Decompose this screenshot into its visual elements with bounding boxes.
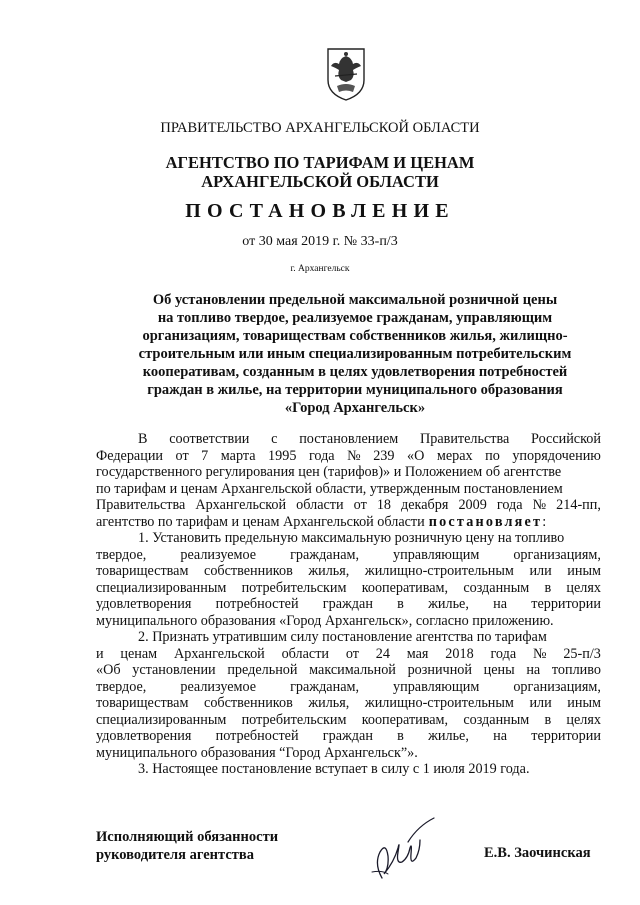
body-word: 2. Признать утратившим силу постановление агентства по тарифам xyxy=(138,629,547,645)
body-line xyxy=(96,547,601,564)
heading-line: организациям, товариществам собственников жилья, жилищно- xyxy=(142,328,568,344)
heading-line: Об установлении предельной максимальной розничной цены xyxy=(152,292,558,308)
body-word: гражданам, xyxy=(290,546,360,563)
body-word: жилье, xyxy=(428,596,469,612)
body-line xyxy=(96,745,601,762)
body-word: 24 xyxy=(375,645,390,662)
document-body xyxy=(96,431,601,778)
body-word: товариществам xyxy=(96,695,189,711)
body-line xyxy=(96,728,601,745)
body-word: потребительским xyxy=(241,711,347,728)
body-word: топливо xyxy=(551,662,601,678)
body-word: мерах xyxy=(436,447,473,464)
signatory-name: Е.В. Заочинская xyxy=(484,845,591,861)
body-word: жилья, xyxy=(308,695,350,711)
body-word: Архангельской xyxy=(173,645,265,662)
body-word: кооперативам, xyxy=(361,579,449,596)
body-word: 18 xyxy=(376,497,391,513)
heading-line: на топливо твердое, реализуемое гражданам, управляющим xyxy=(157,310,553,326)
body-word: мая xyxy=(406,645,429,662)
body-word: потребностей xyxy=(215,596,299,612)
body-word: максимальной xyxy=(309,662,396,678)
body-word: реализуемое xyxy=(180,678,257,695)
body-word: собственников xyxy=(204,695,293,711)
body-text: 3. Настоящее постановление вступает в силу с 1 июля 2019 года. xyxy=(138,761,530,777)
body-word: по xyxy=(485,447,500,464)
body-word: 1. Установить предельную максимальную розничную цену на топливо xyxy=(138,530,565,546)
document-type: ПОСТАНОВЛЕНИЕ xyxy=(185,200,455,222)
body-word: Российской xyxy=(531,431,601,447)
body-word: удовлетворения xyxy=(96,596,192,612)
city: г. Архангельск xyxy=(290,264,350,274)
body-line xyxy=(96,431,601,448)
body-word: управляющим xyxy=(393,546,480,563)
agency-name xyxy=(0,153,640,191)
body-word: по тарифам и ценам Архангельской области, утвержденным постановлением xyxy=(96,480,563,497)
body-word: на xyxy=(493,728,508,744)
body-text: агентство по тарифам и ценам Архангельской области xyxy=(96,513,425,530)
body-word: жилищно-строительным xyxy=(364,563,514,579)
body-word: от xyxy=(175,447,189,464)
body-word: № xyxy=(347,447,361,464)
body-word: собственников xyxy=(204,563,293,579)
body-word: жилья, xyxy=(308,563,350,579)
body-word: целях xyxy=(566,579,601,596)
body-word: 2018 xyxy=(445,645,474,662)
body-word: территории xyxy=(531,728,601,744)
heading-line: строительным или иным специализированным потребительским xyxy=(138,346,572,362)
body-word: гражданам, xyxy=(290,678,360,695)
body-word: от xyxy=(345,645,359,662)
body-word: упорядочению xyxy=(512,447,601,464)
body-line xyxy=(96,629,601,646)
body-line xyxy=(96,679,601,696)
body-line xyxy=(96,712,601,729)
body-text: муниципального образования «Город Архангельск», согласно приложению. xyxy=(96,612,554,629)
body-line xyxy=(96,580,601,597)
body-word: потребностей xyxy=(215,728,299,744)
position-line: руководителя агентства xyxy=(96,847,254,863)
body-word: с xyxy=(271,431,278,447)
body-word: в xyxy=(397,728,404,744)
body-word: соответствии xyxy=(169,431,250,447)
body-word: 7 xyxy=(201,447,209,464)
body-word: года xyxy=(496,497,523,513)
resolution-heading xyxy=(100,291,610,417)
body-word: Архангельской xyxy=(195,497,287,513)
resolves-word: постановляет xyxy=(428,513,543,530)
body-word: жилищно-строительным xyxy=(364,695,514,711)
body-word: 1995 xyxy=(268,447,297,464)
body-word: № xyxy=(532,645,547,662)
body-line xyxy=(96,563,601,580)
body-word: удовлетворения xyxy=(96,728,192,744)
body-word: 239 xyxy=(373,447,395,464)
body-line xyxy=(96,613,601,630)
body-word: № xyxy=(532,497,547,513)
body-word: области xyxy=(281,645,330,662)
heading-line: кооперативам, созданным в целях удовлетворения потребностей xyxy=(142,364,568,380)
body-line xyxy=(96,662,601,679)
body-line xyxy=(96,448,601,465)
body-word: иным xyxy=(567,563,601,579)
body-word: ценам xyxy=(120,645,158,662)
body-line xyxy=(96,695,601,712)
body-word: специализированным xyxy=(96,711,227,728)
body-word: области xyxy=(296,497,344,513)
body-line xyxy=(96,464,601,481)
body-word: «О xyxy=(406,447,425,464)
item-1-paragraph xyxy=(96,530,601,613)
body-line xyxy=(96,530,601,547)
body-line xyxy=(96,481,601,498)
body-word: иным xyxy=(567,695,601,711)
body-word: созданным xyxy=(463,711,530,728)
position-line: Исполняющий обязанности xyxy=(96,829,279,845)
body-word: в xyxy=(544,711,552,728)
heading-line: «Город Архангельск» xyxy=(284,400,426,416)
body-text: : xyxy=(542,513,547,530)
body-word: В xyxy=(138,431,148,447)
body-word: в xyxy=(544,579,552,596)
body-line xyxy=(96,497,601,514)
body-word: «Об xyxy=(96,662,121,678)
body-word: розничной xyxy=(407,662,472,678)
body-word: потребительским xyxy=(241,579,347,596)
body-word: от xyxy=(353,497,367,513)
body-word: и xyxy=(96,645,104,662)
coat-of-arms-icon xyxy=(325,46,367,102)
body-word: твердое, xyxy=(96,546,147,563)
body-word: установлении xyxy=(132,662,216,678)
body-word: или xyxy=(529,695,552,711)
body-line xyxy=(96,596,601,613)
preamble-paragraph xyxy=(96,431,601,514)
body-word: марта xyxy=(220,447,256,464)
body-word: кооперативам, xyxy=(361,711,449,728)
body-word: Федерации xyxy=(96,447,164,464)
body-word: граждан xyxy=(322,728,373,744)
heading-line: граждан в жилье, на территории муниципального образования xyxy=(147,382,563,398)
date-and-number: от 30 мая 2019 г. № 33-п/3 xyxy=(242,234,398,249)
agency-name-line: АГЕНТСТВО ПО ТАРИФАМ И ЦЕНАМ xyxy=(165,153,475,172)
body-word: 2009 xyxy=(458,497,487,513)
body-word: предельной xyxy=(227,662,298,678)
body-word: целях xyxy=(566,711,601,728)
body-word: организациям, xyxy=(513,678,601,695)
body-word: на xyxy=(493,596,508,612)
body-word: управляющим xyxy=(393,678,480,695)
body-word: граждан xyxy=(322,596,373,612)
body-line xyxy=(96,646,601,663)
body-word: Правительства xyxy=(420,431,510,447)
body-word: на xyxy=(526,662,541,678)
body-word: цены xyxy=(483,662,515,678)
body-word: организациям, xyxy=(513,546,601,563)
signatory-position xyxy=(96,828,278,864)
body-word: территории xyxy=(531,596,601,612)
body-word: или xyxy=(529,563,552,579)
body-word: товариществам xyxy=(96,563,189,579)
handwritten-signature xyxy=(368,812,448,884)
body-word: созданным xyxy=(463,579,530,596)
body-word: года xyxy=(490,645,517,662)
body-word: 25-п/3 xyxy=(563,645,601,662)
agency-name-line: АРХАНГЕЛЬСКОЙ ОБЛАСТИ xyxy=(201,172,439,191)
item-3-paragraph xyxy=(96,761,601,778)
body-line xyxy=(96,514,601,531)
body-word: государственного регулирования цен (тарифов)» и Положением об агентстве xyxy=(96,464,562,480)
body-word: в xyxy=(397,596,404,612)
item-2-paragraph xyxy=(96,629,601,745)
body-word: года xyxy=(308,447,335,464)
government-name: ПРАВИТЕЛЬСТВО АРХАНГЕЛЬСКОЙ ОБЛАСТИ xyxy=(160,120,480,136)
body-word: декабря xyxy=(401,497,449,513)
body-word: 214-пп, xyxy=(556,497,601,513)
body-word: постановлением xyxy=(299,431,399,447)
body-word: реализуемое xyxy=(180,546,257,563)
body-word: Правительства xyxy=(96,497,186,513)
body-text: муниципального образования “Город Архангельск”». xyxy=(96,744,418,761)
body-word: твердое, xyxy=(96,678,147,695)
body-word: жилье, xyxy=(428,728,469,744)
body-word: специализированным xyxy=(96,579,227,596)
